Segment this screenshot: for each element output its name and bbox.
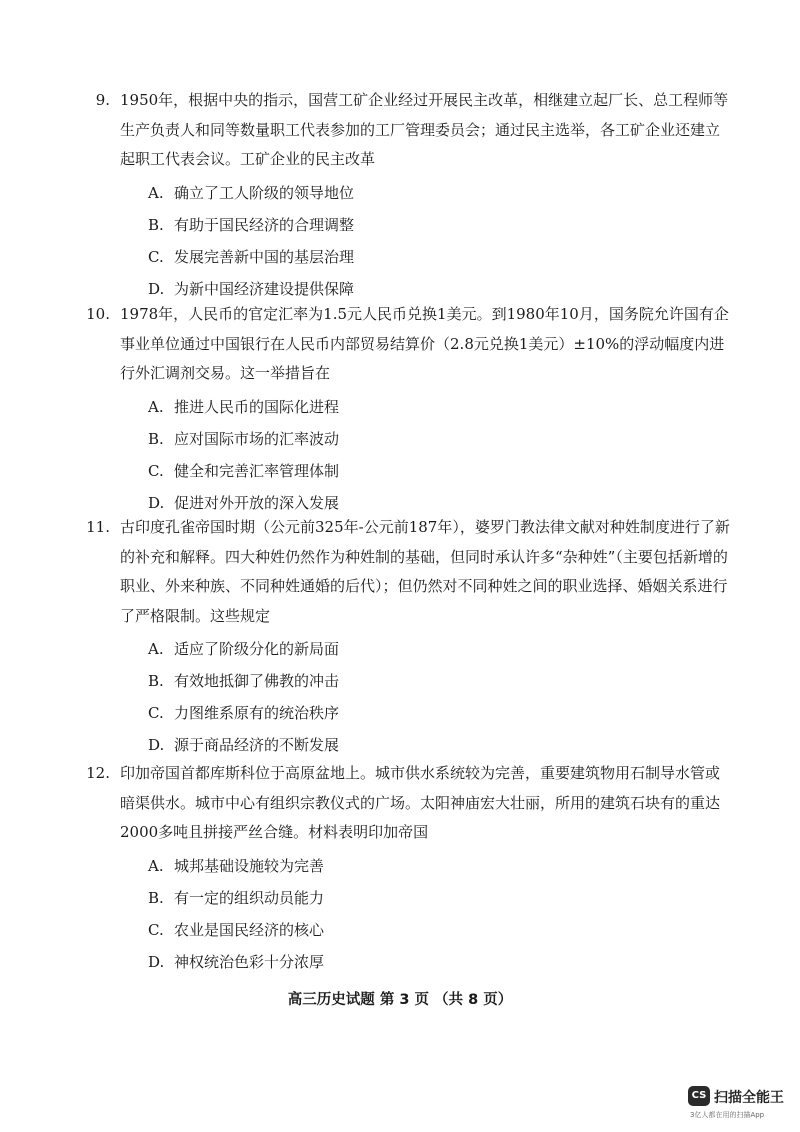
options-list [148, 396, 730, 524]
watermark-slogan: 3亿人都在用的扫描App [690, 1111, 765, 1119]
question-number: 9. [95, 91, 110, 109]
option-d: D. 促进对外开放的深入发展 [148, 493, 340, 512]
question-number: 11. [86, 518, 110, 536]
question-12 [86, 759, 730, 983]
question-10 [86, 300, 730, 524]
page-footer: 高三历史试题 第 3 页 （共 8 页） [287, 992, 513, 1008]
option-c: C. 农业是国民经济的核心 [148, 920, 325, 939]
option-b: B. 有一定的组织动员能力 [148, 888, 325, 907]
question-stem: 印加帝国首都库斯科位于高原盆地上。城市供水系统较为完善，重要建筑物用石制导水管或暗渠供水。城市中心有组织宗教仪式的广场。太阳神庙宏大壮丽，所用的建筑石块有的重达2000多吨且拼接严丝合缝。材料表明印加帝国 [120, 764, 721, 841]
option-a: A. 适应了阶级分化的新局面 [148, 640, 340, 658]
camscanner-logo-icon: CS [688, 1086, 710, 1106]
question-stem: 1950年，根据中央的指示，国营工矿企业经过开展民主改革，相继建立起厂长、总工程师等生产负责人和同等数量职工代表参加的工厂管理委员会；通过民主选举，各工矿企业还建立起职工代表会议。工矿企业的民主改革 [120, 91, 729, 168]
watermark-app-name: 扫描全能王 [714, 1090, 784, 1106]
options-list [148, 638, 730, 766]
question-11 [86, 513, 730, 766]
option-d: D. 神权统治色彩十分浓厚 [148, 952, 325, 971]
option-c: C. 发展完善新中国的基层治理 [148, 247, 355, 266]
option-a: A. 确立了工人阶级的领导地位 [148, 183, 355, 202]
option-c: C. 力图维系原有的统治秩序 [148, 704, 340, 722]
option-b: B. 有助于国民经济的合理调整 [148, 215, 355, 234]
option-a: A. 推进人民币的国际化进程 [148, 397, 340, 416]
question-stem: 1978年，人民币的官定汇率为1.5元人民币兑换1美元。到1980年10月，国务院允许国有企事业单位通过中国银行在人民币内部贸易结算价（2.8元兑换1美元）±10%的浮动幅度内进行外汇调剂交易。这一举措旨在 [120, 305, 729, 382]
option-d: D. 为新中国经济建设提供保障 [148, 279, 355, 298]
option-d: D. 源于商品经济的不断发展 [148, 736, 340, 754]
options-list [148, 182, 730, 310]
option-b: B. 应对国际市场的汇率波动 [148, 429, 340, 448]
question-9 [95, 86, 730, 310]
question-number: 12. [86, 764, 110, 782]
question-number: 10. [86, 305, 110, 323]
question-stem: 古印度孔雀帝国时期（公元前325年-公元前187年），婆罗门教法律文献对种姓制度进行了新的补充和解释。四大种姓仍然作为种姓制的基础，但同时承认许多“杂种姓”（主要包括新增的职业、外来种族、不同种姓通婚的后代）；但仍然对不同种姓之间的职业选择、婚姻关系进行了严格限制。这些规定 [120, 518, 730, 625]
option-a: A. 城邦基础设施较为完善 [148, 856, 325, 875]
options-list [148, 855, 730, 983]
option-b: B. 有效地抵御了佛教的冲击 [148, 672, 340, 690]
scanner-watermark [688, 1086, 794, 1124]
option-c: C. 健全和完善汇率管理体制 [148, 461, 340, 480]
